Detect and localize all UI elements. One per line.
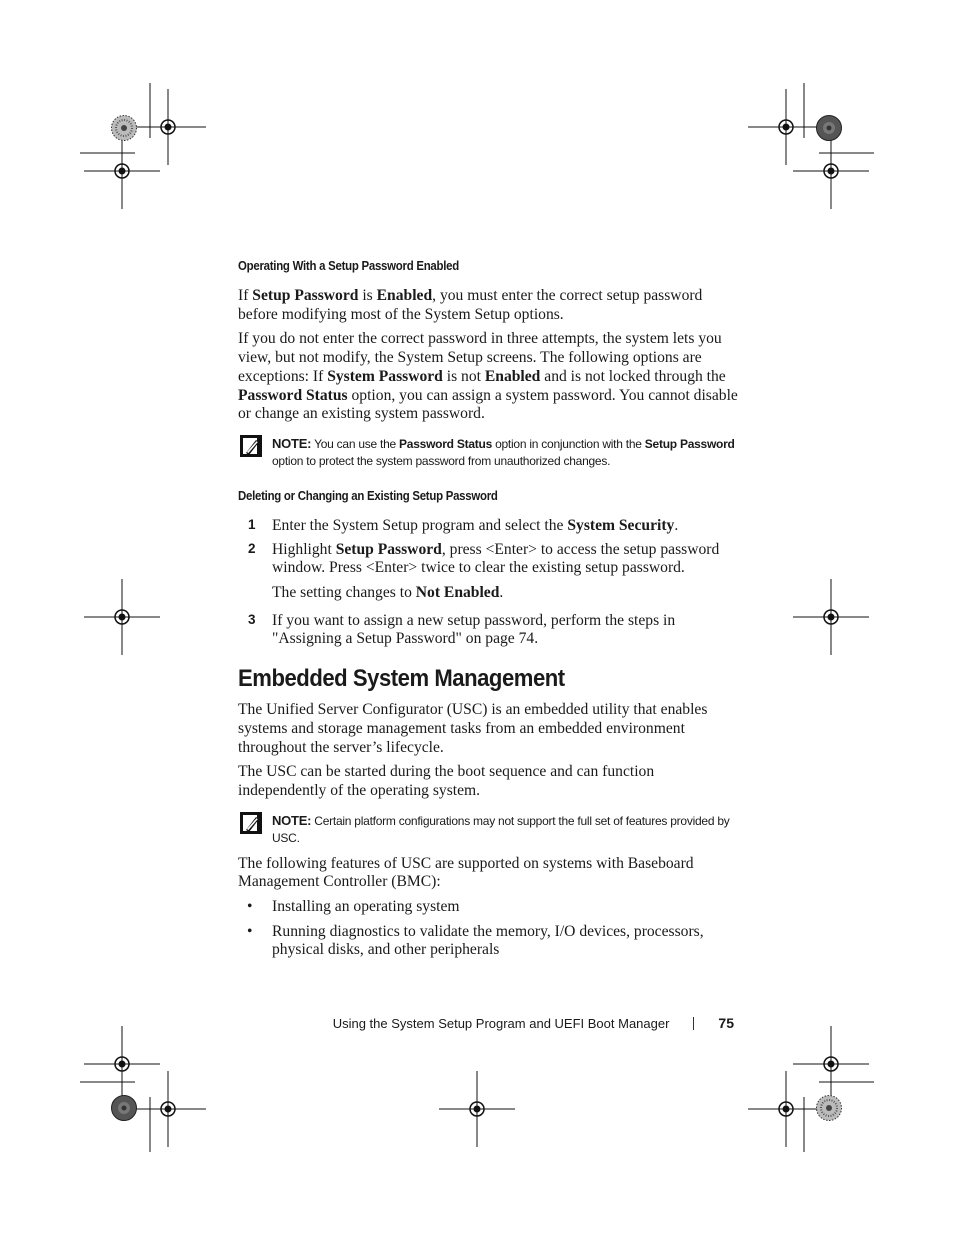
bullet-icon: • [247, 898, 253, 916]
list-item [238, 923, 738, 960]
text: Highlight [272, 540, 336, 558]
term: Setup Password [644, 436, 735, 451]
text: Enter the System Setup program and select the [272, 516, 568, 534]
registration-mark-icon [793, 133, 869, 209]
paragraph: The USC can be started during the boot sequence and can function independently of the operating system. [238, 763, 655, 799]
text: Certain platform configurations may not support the full set of features provided by USC. [272, 813, 730, 845]
text: and is not locked through the [540, 367, 726, 385]
color-wheel-icon [112, 116, 137, 141]
term: System Security [567, 516, 675, 534]
term: Enabled [376, 287, 433, 304]
registration-mark-icon [84, 579, 160, 655]
note-text [272, 435, 738, 470]
text: If you do not enter the correct password in three attempts, the system lets you view, but not modify, the System Setup screens. The following options are exceptions: If [238, 330, 722, 385]
text: You can use the [311, 436, 400, 451]
note-box [238, 435, 738, 470]
term: System Password [327, 367, 443, 385]
text: is not [442, 367, 485, 385]
text: If you want to assign a new setup password, perform the steps in "Assigning a Setup Password" on page 74. [272, 611, 676, 648]
step-number: 3 [248, 611, 256, 627]
footer-title: Using the System Setup Program and UEFI Boot Manager [332, 1016, 670, 1031]
text: , press <Enter> to access the setup password window. Press <Enter> twice to clear the existing setup password. [272, 540, 720, 577]
bullet-text: Installing an operating system [272, 898, 460, 916]
term: Password Status [238, 386, 348, 404]
term: Enabled [484, 367, 541, 385]
page-content [238, 258, 738, 960]
list-item [238, 541, 738, 603]
paragraph: The Unified Server Configurator (USC) is an embedded utility that enables systems and storage management tasks from an embedded environment throughout the server’s lifecycle. [238, 701, 708, 756]
text: , you must enter the correct setup password before modifying most of the System Setup options. [238, 287, 703, 323]
text: is [358, 287, 377, 304]
registration-mark-icon [130, 1071, 206, 1147]
registration-mark-icon [84, 133, 160, 209]
paragraph [238, 287, 738, 324]
term: Password Status [399, 436, 492, 451]
registration-mark-icon [439, 1071, 515, 1147]
section-heading: Operating With a Setup Password Enabled [238, 258, 459, 273]
text: option in conjunction with the [492, 436, 645, 451]
registration-mark-icon [130, 89, 206, 165]
text: option to protect the system password from unauthorized changes. [272, 453, 611, 468]
registration-mark-icon [748, 1071, 824, 1147]
note-label: NOTE: [272, 812, 312, 828]
list-item [238, 517, 738, 536]
list-item [238, 898, 738, 917]
term: Setup Password [252, 287, 359, 304]
page-footer [333, 1015, 734, 1031]
note-box [238, 812, 738, 847]
text: option, you can assign a system password. You cannot disable or change an existing system password. [238, 386, 738, 423]
note-pencil-icon [240, 435, 262, 457]
step-number: 2 [248, 540, 256, 556]
page-title: Embedded System Management [238, 665, 565, 693]
text: The setting changes to [272, 584, 416, 602]
text: If [238, 287, 253, 304]
list-item [238, 612, 738, 649]
color-wheel-icon [817, 116, 842, 141]
step-number: 1 [248, 516, 256, 532]
color-wheel-icon [817, 1096, 842, 1121]
paragraph: The following features of USC are supported on systems with Baseboard Management Controller (BMC): [238, 854, 694, 891]
note-text [272, 812, 738, 847]
registration-mark-icon [84, 1026, 160, 1102]
term: Setup Password [335, 540, 442, 558]
term: Not Enabled [415, 584, 500, 602]
note-label: NOTE: [272, 435, 312, 451]
footer-divider [693, 1017, 694, 1030]
section-heading: Deleting or Changing an Existing Setup Password [238, 487, 498, 503]
registration-mark-icon [793, 579, 869, 655]
text: . [674, 516, 679, 534]
note-pencil-icon [240, 812, 262, 834]
bullet-icon: • [247, 922, 253, 940]
page-number: 75 [718, 1015, 734, 1031]
registration-mark-icon [748, 89, 824, 165]
bullet-text: Running diagnostics to validate the memory, I/O devices, processors, physical disks, and other peripherals [272, 922, 704, 959]
paragraph [238, 330, 738, 424]
text: . [499, 584, 504, 602]
registration-mark-icon [793, 1026, 869, 1102]
color-wheel-icon [112, 1096, 137, 1121]
